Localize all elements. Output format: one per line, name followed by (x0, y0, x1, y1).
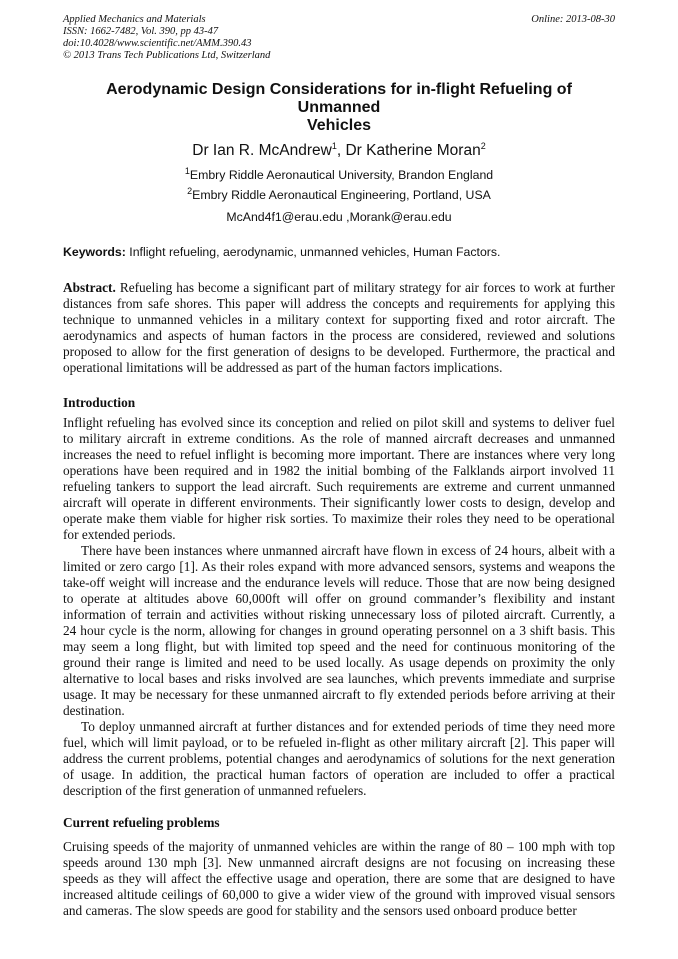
keywords (63, 244, 615, 260)
keywords-label: Keywords: (63, 245, 126, 259)
abstract-text: Refueling has become a significant part of military strategy for air forces to work at further (115, 280, 615, 295)
abstract-label: Abstract. (63, 280, 116, 295)
text-line: increased altitude ceilings of 60,000 to give a wider view of the ground with improved visual sensors (63, 887, 615, 902)
text-line: address the current problems, potential changes and aerodynamics of solutions for the next generation (63, 751, 615, 766)
text-line: to military aircraft in extreme conditions. As the role of manned aircraft decreases and unmanned (63, 431, 615, 446)
authors (63, 141, 615, 161)
journal-header (63, 14, 615, 62)
issn: ISSN: 1662-7482, Vol. 390, pp 43-47 (63, 26, 219, 37)
affiliation (63, 167, 615, 183)
paragraph (63, 719, 615, 799)
author-affil-mark: 1 (331, 140, 337, 151)
text-line: speeds around 130 mph [3]. New unmanned aircraft designs are not focusing on increasing these (63, 855, 615, 870)
affil-text: Embry Riddle Aeronautical Engineering, Portland, USA (192, 188, 491, 202)
affiliation (63, 187, 615, 203)
text-line: To deploy unmanned aircraft at further distances and for extended periods of time they need more (81, 719, 615, 734)
text-line: There have been instances where unmanned aircraft have flown in excess of 24 hours, albeit with a (81, 543, 615, 558)
text-line: aircraft will operate in different environments. Their significantly lower costs to design, develop and (63, 495, 615, 510)
text-line: ground their range is limited and need to be used locally. As usage depends on proximity the only (63, 655, 615, 670)
section-body (63, 839, 615, 919)
paragraph (63, 543, 615, 719)
section-body (63, 415, 615, 799)
text-line: alternative to local bases and risks involved are sea launches, which prevents immediate and surprise (63, 671, 615, 686)
text-line: 24 hour cycle is the norm, allowing for changes in ground operating personnel on a 3 shift basis. This (63, 623, 615, 638)
text-line: fuel, which will limit payload, or to be refueled in-flight as other military aircraft [2]. This paper will (63, 735, 615, 750)
affil-mark: 2 (187, 185, 193, 196)
text-line: distances from safe shores. This paper will address the concepts and requirements for applying this (63, 296, 615, 311)
text-line: take-off weight will increase and the endurance levels will reduce. Those that are now being designed (63, 575, 615, 590)
journal-name: Applied Mechanics and Materials (63, 14, 206, 25)
text-line: and cameras. The slow speeds are good for stability and the sensors used onboard produce better (63, 903, 577, 918)
text-line: Inflight refueling has evolved since its conception and relied on pilot skill and systems to deliver fuel (63, 415, 615, 430)
author-name: Dr Katherine Moran (345, 142, 481, 159)
text-line: speeds as they will affect the effective usage and operation, there are some that are designed to have (63, 871, 615, 886)
doi: doi:10.4028/www.scientific.net/AMM.390.43 (63, 38, 252, 49)
text-line: description of the first generation of unmanned refuelers. (63, 783, 367, 798)
section-heading: Introduction (63, 395, 136, 410)
text-line: destination. (63, 703, 125, 718)
section-heading: Current refueling problems (63, 815, 220, 830)
text-line (63, 280, 615, 296)
text-line: increases the need to refuel inflight is becoming more important. There are instances where very long (63, 447, 615, 462)
keywords-text: Inflight refueling, aerodynamic, unmanned vehicles, Human Factors. (125, 245, 501, 259)
text-line: information of terrain and activities without risking unnecessary loss of piloted aircraft. Currently, a (63, 607, 615, 622)
abstract (63, 280, 615, 376)
paragraph (63, 839, 615, 919)
copyright: © 2013 Trans Tech Publications Ltd, Switzerland (63, 50, 271, 61)
text-line: refueling tankers to support the lead aircraft. Such requirements are extreme and current unmanned (63, 479, 615, 494)
text-line: may seem a long flight, but with limited top speed and the need for continuous monitoring of the (63, 639, 615, 654)
title-line: Aerodynamic Design Considerations for in-flight Refueling of Unmanned (106, 81, 572, 116)
text-line: to operate at altitudes above 60,000ft will offer on ground commander’s flexibility and instant (63, 591, 615, 606)
online-date: Online: 2013-08-30 (531, 14, 615, 25)
text-line: operations have been required and in 1982 the initial bombing of the Falklands airport involved 11 (63, 463, 615, 478)
affil-text: Embry Riddle Aeronautical University, Brandon England (189, 168, 494, 182)
title-line: Vehicles (306, 117, 372, 134)
text-line: aerodynamics and aspects of human factors in the process are considered, reviewed and solutions (63, 328, 615, 343)
author-emails: McAnd4f1@erau.edu ,Morank@erau.edu (226, 210, 452, 224)
text-line: for extended periods. (63, 527, 176, 542)
text-line: proposed to allow for the first generation of designs to be developed. Furthermore, the practical and (63, 344, 615, 359)
text-line: operate make them viable for higher risk sorties. To maximize their roles they need to be operational (63, 511, 615, 526)
affil-mark: 1 (184, 165, 190, 176)
text-line: usage. It may be necessary for these unmanned aircraft to fly extended periods before arriving at their (63, 687, 615, 702)
paper-title (63, 81, 615, 135)
author-name: Dr Ian R. McAndrew (192, 142, 332, 159)
author-affil-mark: 2 (480, 140, 486, 151)
text-line: limited or zero cargo [1]. As their roles expand with more advanced sensors, systems and weapons the (63, 559, 615, 574)
paragraph (63, 415, 615, 543)
text-line: operational limitations will be addressed as part of the human factors implications. (63, 360, 503, 375)
text-line: technique to unmanned vehicles in a military context for supporting fixed and rotor aircraft. The (63, 312, 615, 327)
author-separator: , (336, 142, 346, 159)
text-line: Cruising speeds of the majority of unmanned vehicles are within the range of 80 – 100 mph with top (63, 839, 615, 854)
text-line: of usage. In addition, the practical human factors of operation are included to offer a practical (63, 767, 615, 782)
